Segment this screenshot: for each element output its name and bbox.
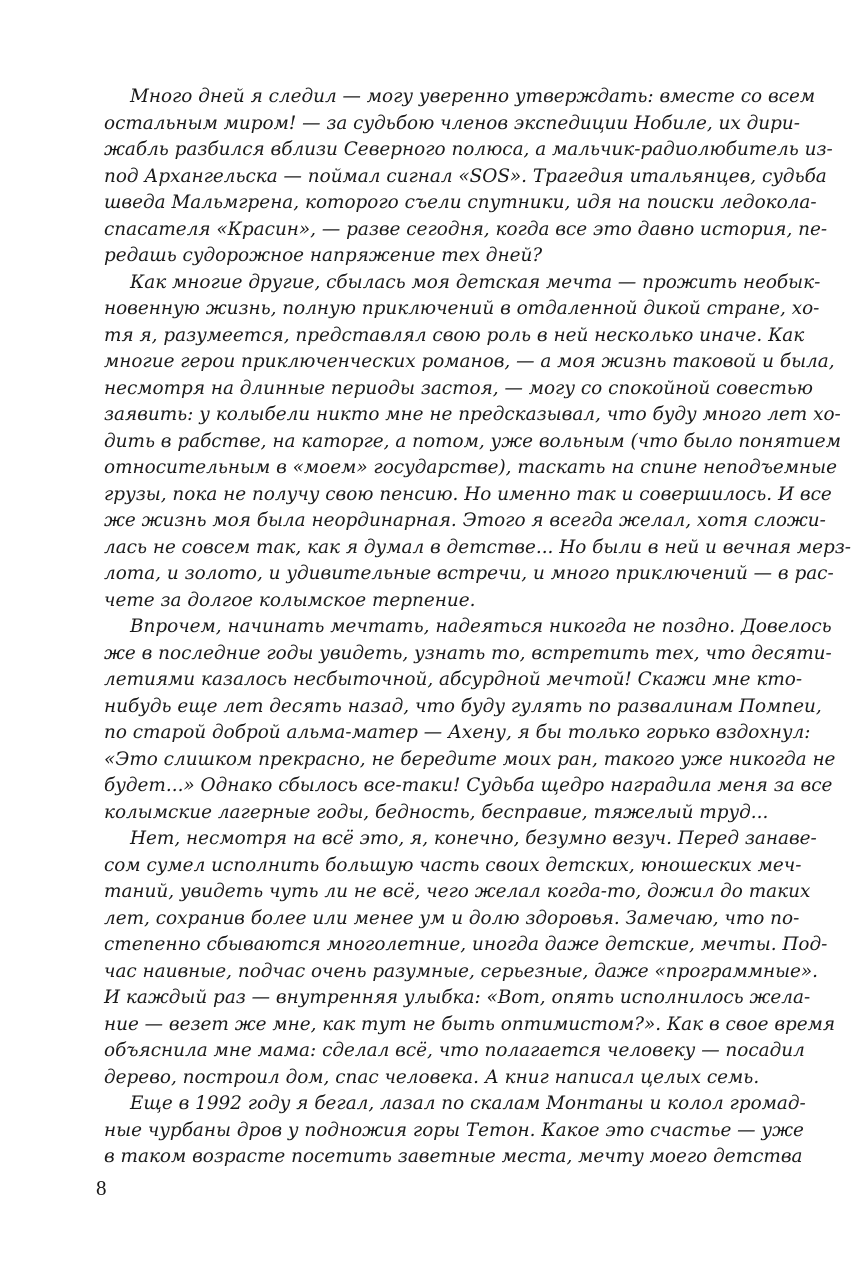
text-line: тя я, разумеется, представлял свою роль в ней несколько иначе. Как [104, 324, 805, 346]
text-line: И каждый раз — внутренняя улыбка: «Вот, опять исполнилось желa- [104, 987, 811, 1008]
text-line: чете за долгое колымское терпение. [104, 589, 476, 611]
text-line: колымские лагерные годы, бедность, бесправие, тяжелый труд... [104, 801, 769, 823]
text-line: жабль разбился вблизи Северного полюса, а мальчик-радиолюбитель из- [104, 139, 833, 160]
text-line: летиями казалось несбыточной, абсурдной мечтой! Скажи мне кто- [104, 669, 803, 690]
text-line: будет...» Однако сбылось все-таки! Судьба щедро наградила меня за все [104, 775, 833, 796]
text-line: под Архангельска — поймал сигнал «SOS». Трагедия итальянцев, судьба [104, 165, 827, 187]
text-line: ние — везет же мне, как тут не быть оптимистом?». Как в свое время [104, 1013, 836, 1035]
text-line: новенную жизнь, полную приключений в отдаленной дикой стране, хо- [104, 298, 820, 319]
text-line: шведа Мальмгрена, которого съели спутники, идя на поиски ледокола- [104, 192, 817, 213]
text-line: лет, сохранив более или менее ум и долю здоровья. Замечаю, что по- [104, 907, 800, 929]
text-line: «Это слишком прекрасно, не бередите моих ран, такого уже никогда не [104, 748, 836, 770]
body-text [104, 84, 851, 1171]
text-line: в таком возрасте посетить заветные места, мечту моего детства [104, 1146, 803, 1167]
text-line: степенно сбываются многолетние, иногда даже детские, мечты. Под- [104, 934, 828, 955]
text-line: дить в рабстве, на каторге, а потом, уже вольным (что было понятием [104, 430, 841, 452]
text-line: редашь судорожное напряжение тех дней? [104, 245, 543, 266]
text-line: Впрочем, начинать мечтать, надеяться никогда не поздно. Довелось [130, 616, 832, 637]
text-line: Как многие другие, сбылась моя детская мечта — прожить необык- [130, 271, 821, 293]
text-line: объяснила мне мама: сделал всё, что полагается человеку — посадил [104, 1040, 805, 1061]
text-line: Нет, несмотря на всё это, я, конечно, безумно везуч. Перед занаве- [130, 828, 817, 849]
text-line: дерево, построил дом, спас человека. А книг написал целых семь. [104, 1066, 760, 1088]
text-line: час наивные, подчас очень разумные, серьезные, даже «программные». [104, 960, 819, 982]
text-line: несмотря на длинные периоды застоя, — могу со спокойной совестью [104, 377, 813, 399]
text-line: лась не совсем так, как я думал в детстве... Но были в ней и вечная мерз- [104, 536, 851, 558]
text-line: спасателя «Красин», — разве сегодня, когда все это давно история, пе- [104, 218, 828, 240]
text-line: лота, и золото, и удивительные встречи, и много приключений — в рас- [104, 563, 834, 584]
text-line: Еще в 1992 году я бегал, лазал по скалам Монтаны и колол громад- [130, 1093, 806, 1114]
page-number: 8 [96, 1176, 107, 1200]
text-line: грузы, пока не получу свою пенсию. Но именно так и совершилось. И все [104, 483, 832, 505]
text-line: по старой доброй альма-матер — Ахену, я бы только горько вздохнул: [104, 722, 811, 743]
text-line: таний, увидеть чуть ли не всё, чего желал когда-то, дожил до таких [104, 881, 811, 902]
text-line: Много дней я следил — могу уверенно утверждать: вместе со всем [130, 86, 816, 107]
text-line: сом сумел исполнить большую часть своих детских, юношеских меч- [104, 854, 802, 876]
text-line: остальным миром! — за судьбою членов экспедиции Нобиле, их дири- [104, 112, 800, 134]
text-line: заявить: у колыбели никто мне не предсказывал, что буду много лет хо- [104, 404, 841, 425]
text-line: нибудь еще лет десять назад, что буду гулять по развалинам Помпеи, [104, 695, 822, 717]
text-line: же в последние годы увидеть, узнать то, встретить тех, что десяти- [104, 642, 832, 664]
text-line: многие герои приключенческих романов, — а моя жизнь таковой и была, [104, 351, 835, 372]
text-line: ные чурбаны дров у подножия горы Тетон. Какое это счастье — уже [104, 1119, 804, 1141]
text-line: относительным в «моем» государстве), таскать на спине неподъемные [104, 457, 837, 478]
text-line: же жизнь моя была неординарная. Этого я всегда желал, хотя сложи- [104, 510, 826, 531]
